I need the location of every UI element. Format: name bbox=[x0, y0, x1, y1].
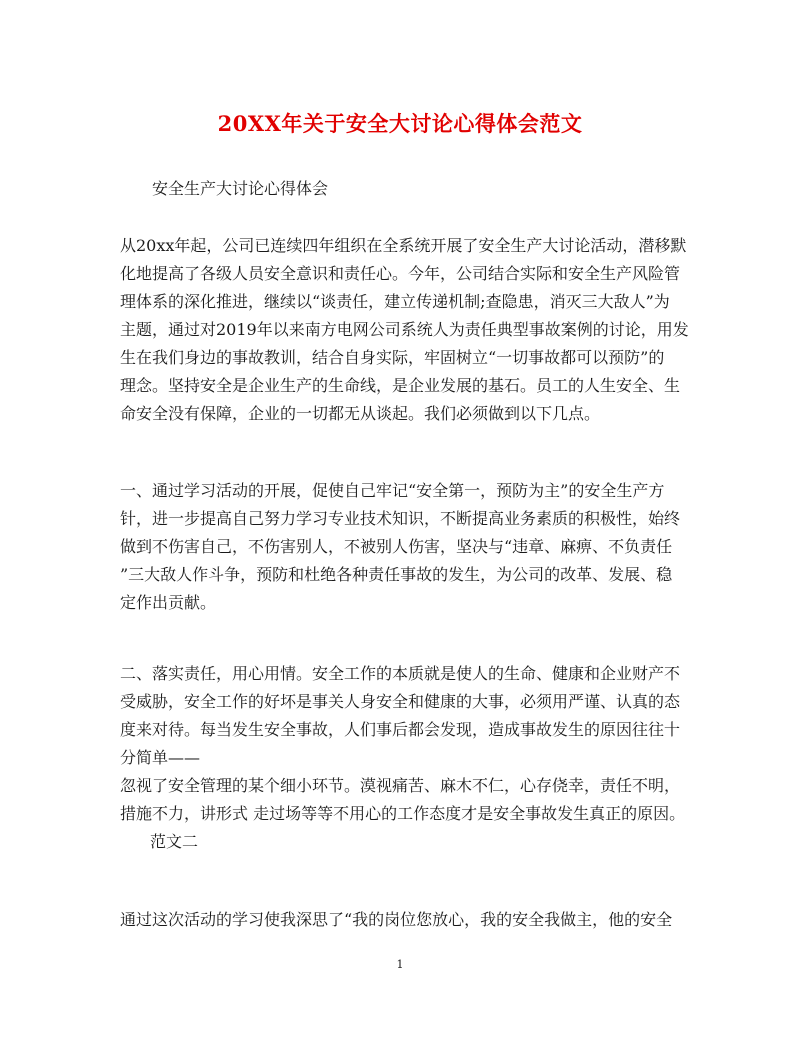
text-line: 受威胁，安全工作的好坏是事关人身安全和健康的大事，必须用严谨、认真的态 bbox=[120, 692, 681, 711]
text-line: 针，进一步提高自己努力学习专业技术知识，不断提高业务素质的积极性，始终 bbox=[120, 509, 681, 528]
document-title: 20XX年关于安全大讨论心得体会范文 bbox=[217, 111, 583, 136]
paragraph-point-one bbox=[120, 477, 682, 617]
text-line: 做到不伤害自己，不伤害别人，不被别人伤害，坚决与“违章、麻痹、不负责任 bbox=[120, 537, 673, 556]
page-number: 1 bbox=[396, 958, 404, 971]
text-line: 定作出贡献。 bbox=[120, 593, 217, 612]
text-line: 一、通过学习活动的开展，促使自己牢记“安全第一，预防为主”的安全生产方 bbox=[120, 481, 665, 500]
text-line: 度来对待。每当发生安全事故，人们事后都会发现，造成事故发生的原因往往十 bbox=[120, 720, 681, 739]
text-line: 主题，通过对2019年以来南方电网公司系统人为责任典型事故案例的讨论，用发 bbox=[120, 320, 689, 339]
text-line: 理体系的深化推进，继续以“谈责任，建立传递机制;查隐患，消灭三大敌人”为 bbox=[120, 292, 670, 311]
text-line: 通过这次活动的学习使我深思了“我的岗位您放心，我的安全我做主，他的安全 bbox=[120, 910, 673, 929]
text-line: 措施不力，讲形式 走过场等等不用心的工作态度才是安全事故发生真正的原因。 bbox=[120, 804, 686, 823]
section-heading-fanwen-two: 范文二 bbox=[150, 832, 199, 851]
document-subtitle: 安全生产大讨论心得体会 bbox=[152, 179, 329, 198]
text-line: 命安全没有保障，企业的一切都无从谈起。我们必须做到以下几点。 bbox=[120, 404, 601, 423]
text-line: ”三大敌人作斗争，预防和杜绝各种责任事故的发生，为公司的改革、发展、稳 bbox=[120, 565, 673, 584]
paragraph-fanwen-two bbox=[120, 906, 682, 934]
paragraph-point-two bbox=[120, 660, 686, 856]
text-line: 理念。坚持安全是企业生产的生命线，是企业发展的基石。员工的人生安全、生 bbox=[120, 376, 681, 395]
text-line: 化地提高了各级人员安全意识和责任心。今年，公司结合实际和安全生产风险管 bbox=[120, 264, 681, 283]
text-line: 生在我们身边的事故教训，结合自身实际，牢固树立“一切事故都可以预防”的 bbox=[120, 348, 665, 367]
paragraph-intro bbox=[120, 232, 689, 428]
text-line: 分简单—— bbox=[120, 748, 201, 767]
text-line: 二、落实责任，用心用情。安全工作的本质就是使人的生命、健康和企业财产不 bbox=[120, 664, 681, 683]
text-line: 忽视了安全管理的某个细小环节。漠视痛苦、麻木不仁，心存侥幸，责任不明， bbox=[120, 776, 681, 795]
text-line: 从20xx年起，公司已连续四年组织在全系统开展了安全生产大讨论活动，潜移默 bbox=[120, 236, 687, 255]
